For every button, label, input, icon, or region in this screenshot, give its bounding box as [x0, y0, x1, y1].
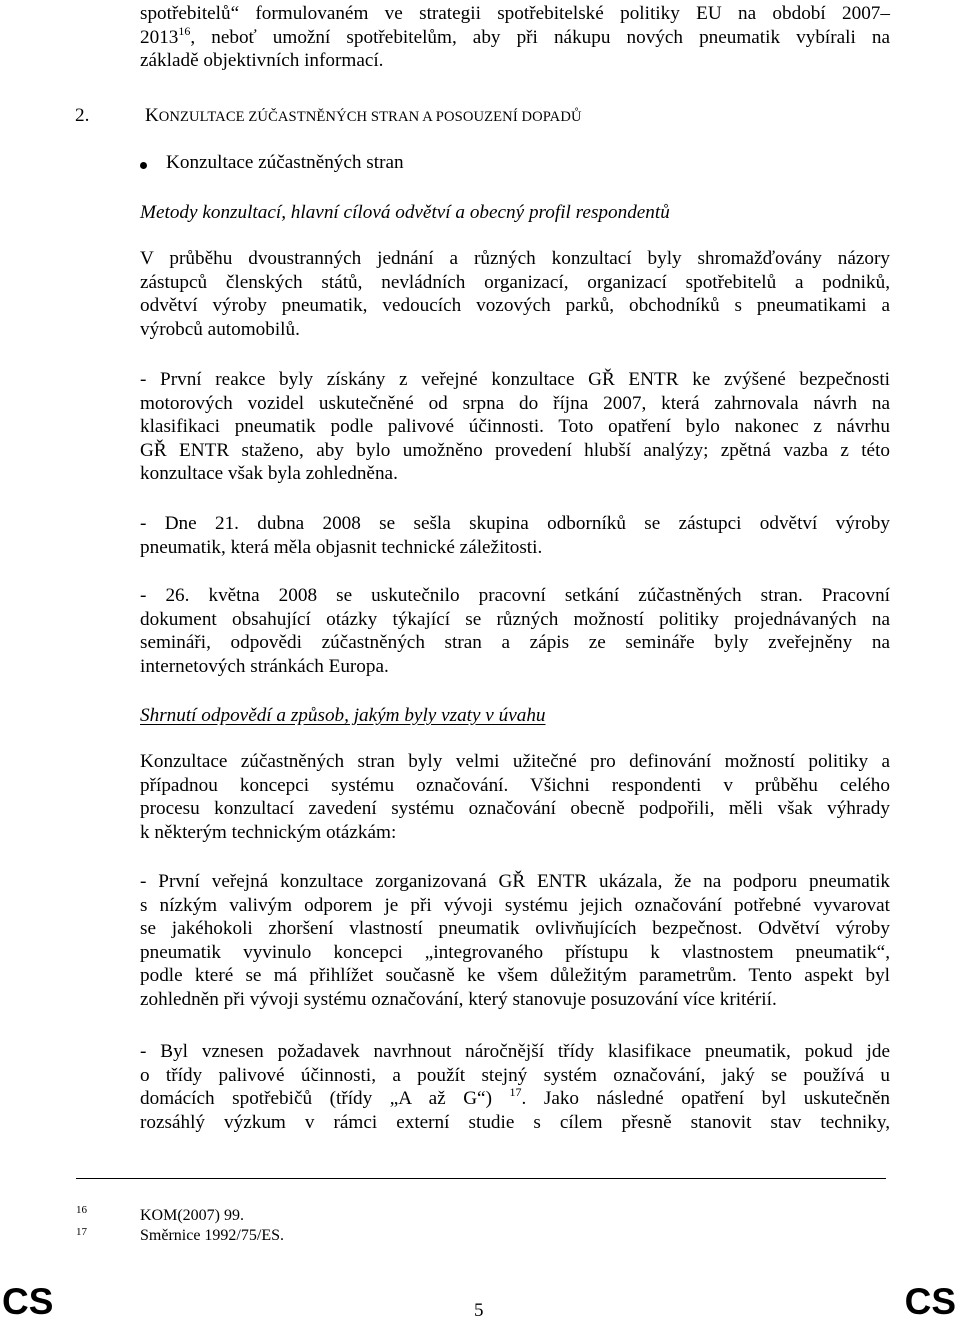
paragraph-views: [140, 247, 890, 341]
text-line: internetových stránkách Europa.: [140, 655, 389, 677]
text-line: k některým technickým otázkám:: [140, 821, 397, 843]
paragraph-expert-group: [140, 512, 890, 559]
text-line: - První reakce byly získány z veřejné konzultace GŘ ENTR ke zvýšené bezpečnosti: [140, 369, 890, 390]
language-code-left: CS: [2, 1281, 54, 1322]
intro-paragraph: [140, 2, 890, 73]
text-line: - Byl vznesen požadavek navrhnout náročnější třídy klasifikace pneumatik, pokud jde: [140, 1041, 890, 1062]
text-line: spotřebitelů“ formulovaném ve strategii spotřebitelské politiky EU na období 2007–: [140, 3, 890, 24]
text-line: se jakéhokoli zhoršení vlastností pneumatik ovlivňujících bezpečnost. Odvětví výroby: [140, 918, 890, 940]
text-line: - Dne 21. dubna 2008 se sešla skupina odborníků se zástupci odvětví výroby: [140, 513, 890, 534]
text-line: o třídy palivové účinnosti, a použít stejný systém označování, jaký se používá u: [140, 1064, 890, 1086]
paragraph-first-public-consultation: [140, 870, 890, 1012]
footnote-separator: [76, 1178, 886, 1179]
paragraph-demanding-classes: [140, 1040, 890, 1134]
section-title-initial: K: [145, 105, 159, 126]
footnote-text: KOM(2007) 99.: [140, 1207, 244, 1224]
paragraph-usefulness: [140, 750, 890, 844]
text-line: motorových vozidel uskutečněné od srpna do října 2007, která zahrnovala návrh na: [140, 392, 890, 414]
section-heading: [75, 104, 890, 129]
text-line: - 26. května 2008 se uskutečnilo pracovní setkání zúčastněných stran. Pracovní: [140, 585, 890, 606]
text-line: zástupců členských států, nevládních organizací, organizací spotřebitelů a podniků,: [140, 271, 890, 293]
text-line: s nízkým valivým odporem je při vývoji systému jejich označování potřebné vyvarovat: [140, 894, 890, 916]
text-line: 2013$^{16}$, neboť umožní spotřebitelům, aby při nákupu nových pneumatik vybírali na: [140, 23, 890, 48]
bullet-heading: Konzultace zúčastněných stran: [166, 152, 404, 173]
footnote-number: 17: [76, 1226, 87, 1238]
page-number: 5: [474, 1300, 484, 1321]
section-title: ONZULTACE ZÚČASTNĚNÝCH STRAN A POSOUZENÍ DOPADŮ: [158, 109, 582, 125]
text-line: konzultace však byla zohledněna.: [140, 463, 398, 485]
text-line: případnou koncepci systému označování. Všichni respondenti v průběhu celého: [140, 774, 890, 796]
language-code-right: CS: [904, 1281, 956, 1322]
subheading-methods: Metody konzultací, hlavní cílová odvětví a obecný profil respondentů: [140, 202, 670, 223]
text-line: výrobců automobilů.: [140, 318, 300, 340]
footnote-text: Směrnice 1992/75/ES.: [140, 1227, 284, 1244]
text-line: - První veřejná konzultace zorganizovaná GŘ ENTR ukázala, že na podporu pneumatik: [140, 871, 890, 892]
subheading-summary: Shrnutí odpovědí a způsob, jakým byly vzaty v úvahu: [140, 705, 546, 726]
footnote-number: 16: [76, 1204, 87, 1216]
text-line: Konzultace zúčastněných stran byly velmi užitečné pro definování možností politiky a: [140, 751, 890, 772]
text-line: pneumatik vyvinulo koncepci „integrovaného přístupu k vlastnostem pneumatik“,: [140, 941, 890, 963]
bullet-icon: [140, 162, 147, 169]
text-line: domácích spotřebičů (třídy „A až G“) $^{17}$. Jako následné opatření byl uskutečněn: [140, 1085, 891, 1110]
text-line: rozsáhlý výzkum v rámci externí studie s cílem přesně stanovit stav techniky,: [140, 1111, 890, 1133]
text-line: podle které se má přihlížet současně ke všem důležitým parametrům. Tento aspekt byl: [140, 965, 890, 987]
text-line: odvětví výroby pneumatik, vedoucích vozových parků, obchodníků s pneumatikami a: [140, 295, 890, 317]
paragraph-workshop: [140, 584, 890, 678]
text-line: V průběhu dvoustranných jednání a různých konzultací byly shromažďovány názory: [140, 248, 890, 269]
section-number: 2.: [75, 105, 90, 126]
footnote-ref: 16: [178, 23, 191, 38]
paragraph-first-reactions: [140, 368, 890, 486]
text-line: zohledněn při vývoji systému označování, který stanovuje posuzování více kritérií.: [140, 988, 777, 1010]
text-line: pneumatik, která měla objasnit technické záležitosti.: [140, 536, 543, 558]
text-line: základě objektivních informací.: [140, 50, 384, 72]
text-line: klasifikaci pneumatik podle palivové účinnosti. Toto opatření bylo nakonec z návrhu: [140, 416, 890, 438]
text-line: dokument obsahující otázky týkající se různých možností politiky projednávaných na: [140, 608, 890, 630]
text-line: procesu konzultací zavedení systému označování obecně podpořili, měli však výhrady: [140, 798, 890, 820]
text-line: GŘ ENTR staženo, aby bylo umožněno provedení hlubší analýzy; zpětná vazba z této: [140, 439, 890, 461]
footnote-ref: 17: [509, 1085, 522, 1100]
text-line: semináři, odpovědi zúčastněných stran a zápis ze semináře byly zveřejněny na: [140, 632, 890, 654]
